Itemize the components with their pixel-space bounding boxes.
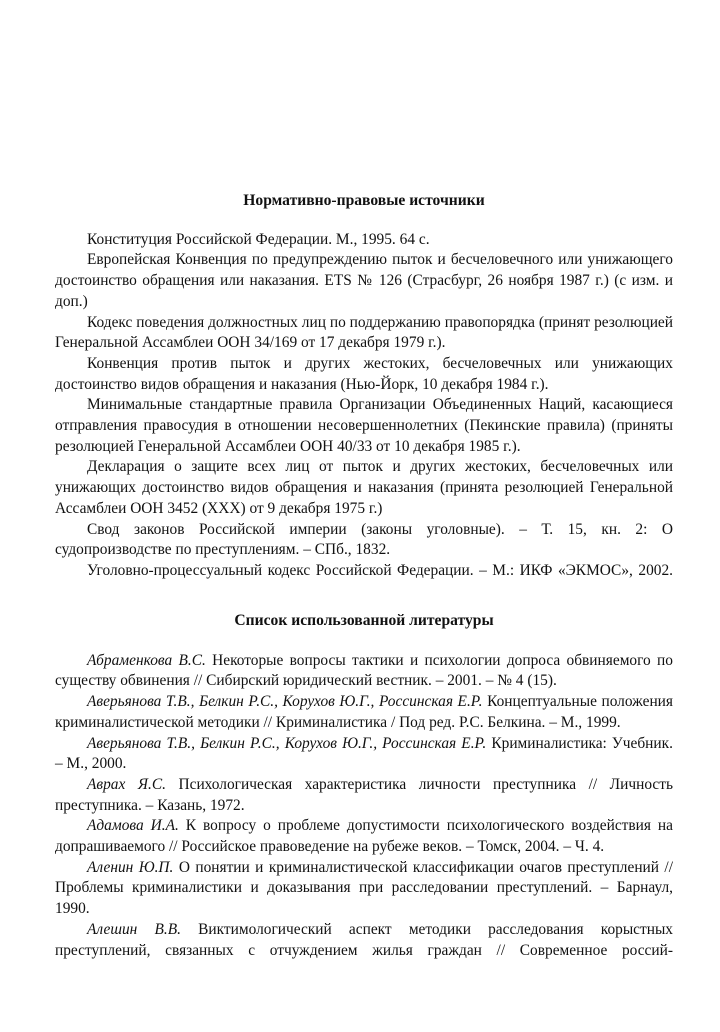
source-item: Декларация о защите всех лиц от пыток и других жестоких, бесчеловечных или унижающих достоинство видов обращения и наказания (принята резолюцией Генеральной Ассамблеи ООН 3452 (XXX) от 9 декабря 1975 г.) (55, 458, 673, 517)
literature-text: О понятии и криминалистической классификации очагов преступлений // Проблемы криминалистики и доказывания при расследовании преступлений. – Барнаул, 1990. (55, 858, 673, 918)
literature-item (55, 651, 673, 692)
literature-item (55, 775, 673, 816)
literature-authors: Абраменкова В.С. (87, 651, 206, 669)
section-heading-sources: Нормативно-правовые источники (243, 192, 485, 209)
literature-text: К вопросу о проблеме допустимости психологического воздействия на допрашиваемого // Российское правоведение на рубеже веков. – Томск, 2004. – Ч. 4. (55, 817, 673, 856)
literature-text: Виктимологический аспект методики расследования корыстных преступлений, связанных с отчуждением жилья граждан // Современное россий- (55, 920, 673, 959)
literature-item (55, 816, 673, 857)
literature-authors: Алешин В.В. (87, 920, 181, 938)
source-item: Конвенция против пыток и других жестоких, бесчеловечных или унижающих достоинство видов обращения и наказания (Нью-Йорк, 10 декабря 1984 г.). (55, 354, 673, 393)
literature-authors: Адамова И.А. (87, 817, 179, 835)
literature-item (55, 734, 673, 775)
source-item: Конституция Российской Федерации. М., 1995. 64 с. (87, 230, 430, 248)
sources-section (55, 191, 673, 582)
literature-text: Некоторые вопросы тактики и психологии допроса обвиняемого по существу обвинения // Сибирский юридический вестник. – 2001. – № 4 (15). (55, 651, 673, 690)
source-item: Свод законов Российской империи (законы уголовные). – Т. 15, кн. 2: О судопроизводстве по преступлениям. – СПб., 1832. (55, 520, 673, 559)
source-item: Европейская Конвенция по предупреждению пыток и бесчеловечного или унижающего достоинство обращения или наказания. ETS № 126 (Страсбург, 26 ноября 1987 г.) (с изм. и доп.) (55, 251, 673, 310)
literature-text: Криминалистика: Учебник. – М., 2000. (55, 734, 673, 773)
literature-authors: Аверьянова Т.В., Белкин Р.С., Корухов Ю.Г., Россинская Е.Р. (87, 693, 483, 711)
literature-item (55, 920, 673, 961)
literature-item (55, 858, 673, 920)
literature-authors: Аверьянова Т.В., Белкин Р.С., Корухов Ю.Г., Россинская Е.Р. (87, 734, 487, 752)
literature-text: Концептуальные положения криминалистической методики // Криминалистика / Под ред. Р.С. Белкина. – М., 1999. (55, 693, 673, 731)
source-item: Кодекс поведения должностных лиц по поддержанию правопорядка (принят резолюцией Генеральной Ассамблеи ООН 34/169 от 17 декабря 1979 г.). (55, 313, 673, 352)
source-item: Уголовно-процессуальный кодекс Российской Федерации. – М.: ИКФ «ЭКМОС», 2002. (87, 561, 673, 579)
literature-section (55, 611, 673, 961)
literature-item (55, 692, 673, 733)
section-heading-literature: Список использованной литературы (234, 612, 494, 629)
literature-authors: Аленин Ю.П. (87, 858, 174, 876)
source-item: Минимальные стандартные правила Организации Объединенных Наций, касающиеся отправления правосудия в отношении несовершеннолетних (Пекинские правила) (приняты резолюцией Генеральной Ассамблеи ООН 40/33 от 10 декабря 1985 г.). (55, 396, 673, 455)
literature-text: Психологическая характеристика личности преступника // Личность преступника. – Казань, 1972. (55, 775, 673, 814)
literature-authors: Аврах Я.С. (87, 775, 166, 793)
